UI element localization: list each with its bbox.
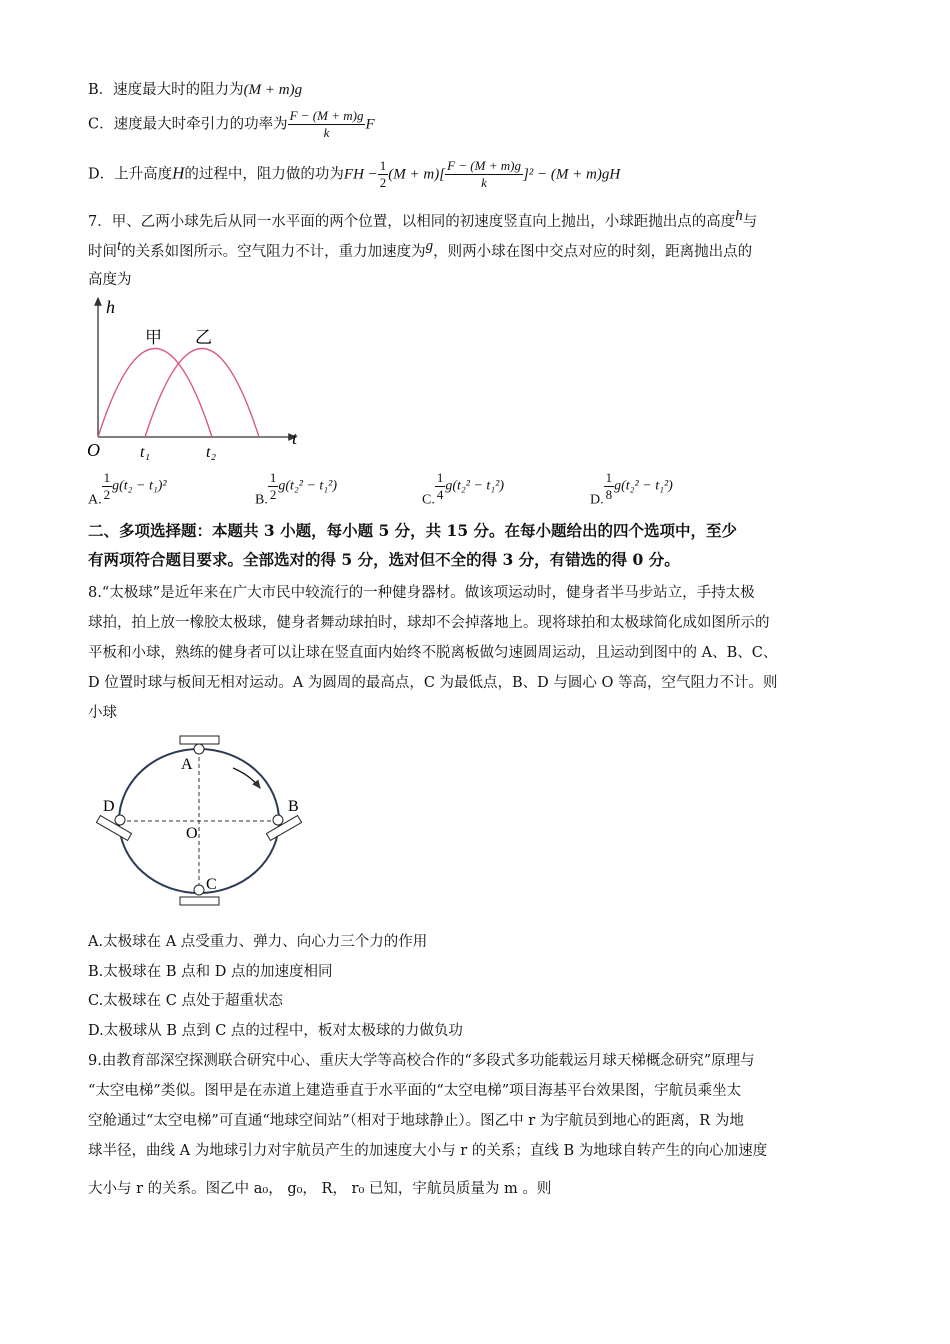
variable-h: h xyxy=(735,208,743,224)
point-b-label: B xyxy=(288,798,299,815)
q9-line: 9.由教育部深空探测联合研究中心、重庆大学等高校合作的“多段式多功能载运月球天梯概念研究”原理与 xyxy=(88,1053,755,1069)
denominator: 2 xyxy=(269,487,277,502)
text: ，则两小球在图中交点对应的时刻，距离抛出点的 xyxy=(433,243,753,260)
numerator: F − (M + m)g xyxy=(289,108,364,123)
numerator: F − (M + m)g xyxy=(447,158,521,173)
plate-d xyxy=(96,816,131,841)
option-text: D．上升高度 xyxy=(88,166,173,183)
variable-h: H xyxy=(172,163,185,183)
q9-line: 球半径，曲线 A 为地球引力对宇航员产生的加速度大小与 r 的关系；直线 B 为地球自转产生的向心加速度 xyxy=(88,1143,768,1159)
q8-option-b[interactable]: B.太极球在 B 点和 D 点的加速度相同 xyxy=(88,964,333,980)
t1-label: t₁ xyxy=(140,444,151,461)
q7-line-3: 高度为 xyxy=(88,272,132,288)
denominator: 8 xyxy=(605,487,613,502)
ball-d xyxy=(115,815,125,825)
variable-t: t xyxy=(117,238,122,254)
q7-option-d[interactable] xyxy=(590,470,673,509)
option-label: D. xyxy=(590,492,604,508)
q9-line: 大小与 r 的关系。图乙中 a₀， g₀， R， r₀ 已知，宇航员质量为 m 。则 xyxy=(88,1181,552,1197)
fraction xyxy=(604,470,615,503)
point-a-label: A xyxy=(181,756,193,773)
denominator: k xyxy=(481,175,487,190)
text: 时间 xyxy=(88,243,117,260)
q7-option-c[interactable] xyxy=(422,470,504,509)
y-axis-label: h xyxy=(106,297,115,317)
formula-part: FH − xyxy=(343,166,378,183)
denominator: 2 xyxy=(379,175,387,190)
option-label: A. xyxy=(88,492,102,508)
ball-a xyxy=(194,744,204,754)
fraction xyxy=(435,470,446,503)
fraction xyxy=(102,470,113,503)
denominator: k xyxy=(323,125,330,140)
option-formula: g(t₂² − t₁²) xyxy=(614,478,673,494)
text: 与 xyxy=(742,213,758,230)
formula-part: ]² − (M + m)gH xyxy=(522,166,621,183)
denominator: 4 xyxy=(436,487,444,502)
numerator: 1 xyxy=(605,470,613,485)
q8-line: 球拍，拍上放一橡胶太极球，健身者舞动球拍时，球却不会掉落地上。现将球拍和太极球简化成如图所示的 xyxy=(88,615,770,631)
option-text: C．速度最大时牵引力的功率为 xyxy=(88,116,288,133)
q8-option-d[interactable]: D.太极球从 B 点到 C 点的过程中，板对太极球的力做负功 xyxy=(88,1023,463,1039)
text: 的关系如图所示。空气阻力不计，重力加速度为 xyxy=(121,243,426,260)
option-formula: g(t₂² − t₁²) xyxy=(445,478,505,494)
taiji-ball-diagram xyxy=(96,736,301,905)
height-time-graph xyxy=(87,297,298,461)
q8-line: 小球 xyxy=(88,705,117,721)
curve-yi xyxy=(145,349,259,438)
q9-line: 空舱通过“太空电梯”可直通“地球空间站”（相对于地球静止）。图乙中 r 为宇航员到地心的距离，R 为地 xyxy=(88,1113,744,1129)
option-label: C. xyxy=(422,492,435,508)
option-formula: F xyxy=(365,116,375,133)
q8-line: D 位置时球与板间无相对运动。A 为圆周的最高点，C 为最低点，B、D 与圆心 O 等高，空气阻力不计。则 xyxy=(88,675,778,691)
q7-option-a[interactable] xyxy=(88,470,167,509)
x-axis-label: t xyxy=(292,428,298,448)
option-formula: (M + m)g xyxy=(243,82,303,98)
point-d-label: D xyxy=(103,798,115,815)
curve-label-jia: 甲 xyxy=(145,328,162,348)
curve-label-yi: 乙 xyxy=(195,328,212,348)
q8-option-c[interactable]: C.太极球在 C 点处于超重状态 xyxy=(88,993,283,1009)
q8-line: 平板和小球，熟练的健身者可以让球在竖直面内始终不脱离板做匀速圆周运动，且运动到图中的 A、B、C、 xyxy=(88,645,778,661)
plate-a xyxy=(180,736,219,744)
fraction xyxy=(268,470,279,503)
text: 7．甲、乙两小球先后从同一水平面的两个位置，以相同的初速度竖直向上抛出，小球距抛出点的高度 xyxy=(88,213,736,230)
center-o-label: O xyxy=(186,825,198,842)
numerator: 1 xyxy=(103,470,111,485)
q7-option-b[interactable] xyxy=(255,470,337,509)
section-heading-line-1: 二、多项选择题：本题共 3 小题，每小题 5 分，共 15 分。在每小题给出的四个选项中，至少 xyxy=(88,521,738,540)
formula-part: (M + m)[ xyxy=(388,166,446,183)
option-text: B．速度最大时的阻力为 xyxy=(88,82,244,98)
plate-c xyxy=(180,897,219,905)
numerator: 1 xyxy=(269,470,277,485)
option-label: B. xyxy=(255,492,268,508)
numerator: 1 xyxy=(379,158,387,173)
q8-line: 8.“太极球”是近年来在广大市民中较流行的一种健身器材。做该项运动时，健身者半马步站立，手持太极 xyxy=(88,585,755,601)
denominator: 2 xyxy=(103,487,111,502)
variable-g: g xyxy=(425,238,434,254)
numerator: 1 xyxy=(436,470,444,485)
t2-label: t₂ xyxy=(206,444,217,461)
option-text: 的过程中，阻力做的功为 xyxy=(184,166,344,183)
plate-b xyxy=(266,816,301,841)
q9-line: “太空电梯”类似。图甲是在赤道上建造垂直于水平面的“太空电梯”项目海基平台效果图，宇航员乘坐太 xyxy=(88,1083,742,1099)
point-c-label: C xyxy=(206,876,217,893)
origin-label: O xyxy=(87,440,100,460)
option-formula: g(t₂² − t₁²) xyxy=(278,478,338,494)
ball-b xyxy=(273,815,283,825)
curve-jia xyxy=(98,349,212,438)
q8-option-a[interactable]: A.太极球在 A 点受重力、弹力、向心力三个力的作用 xyxy=(88,934,428,950)
option-formula: g(t₂ − t₁)² xyxy=(112,478,167,494)
section-heading-line-2: 有两项符合题目要求。全部选对的得 5 分，选对但不全的得 3 分，有错选的得 0 分。 xyxy=(88,550,680,569)
ball-c xyxy=(194,885,204,895)
